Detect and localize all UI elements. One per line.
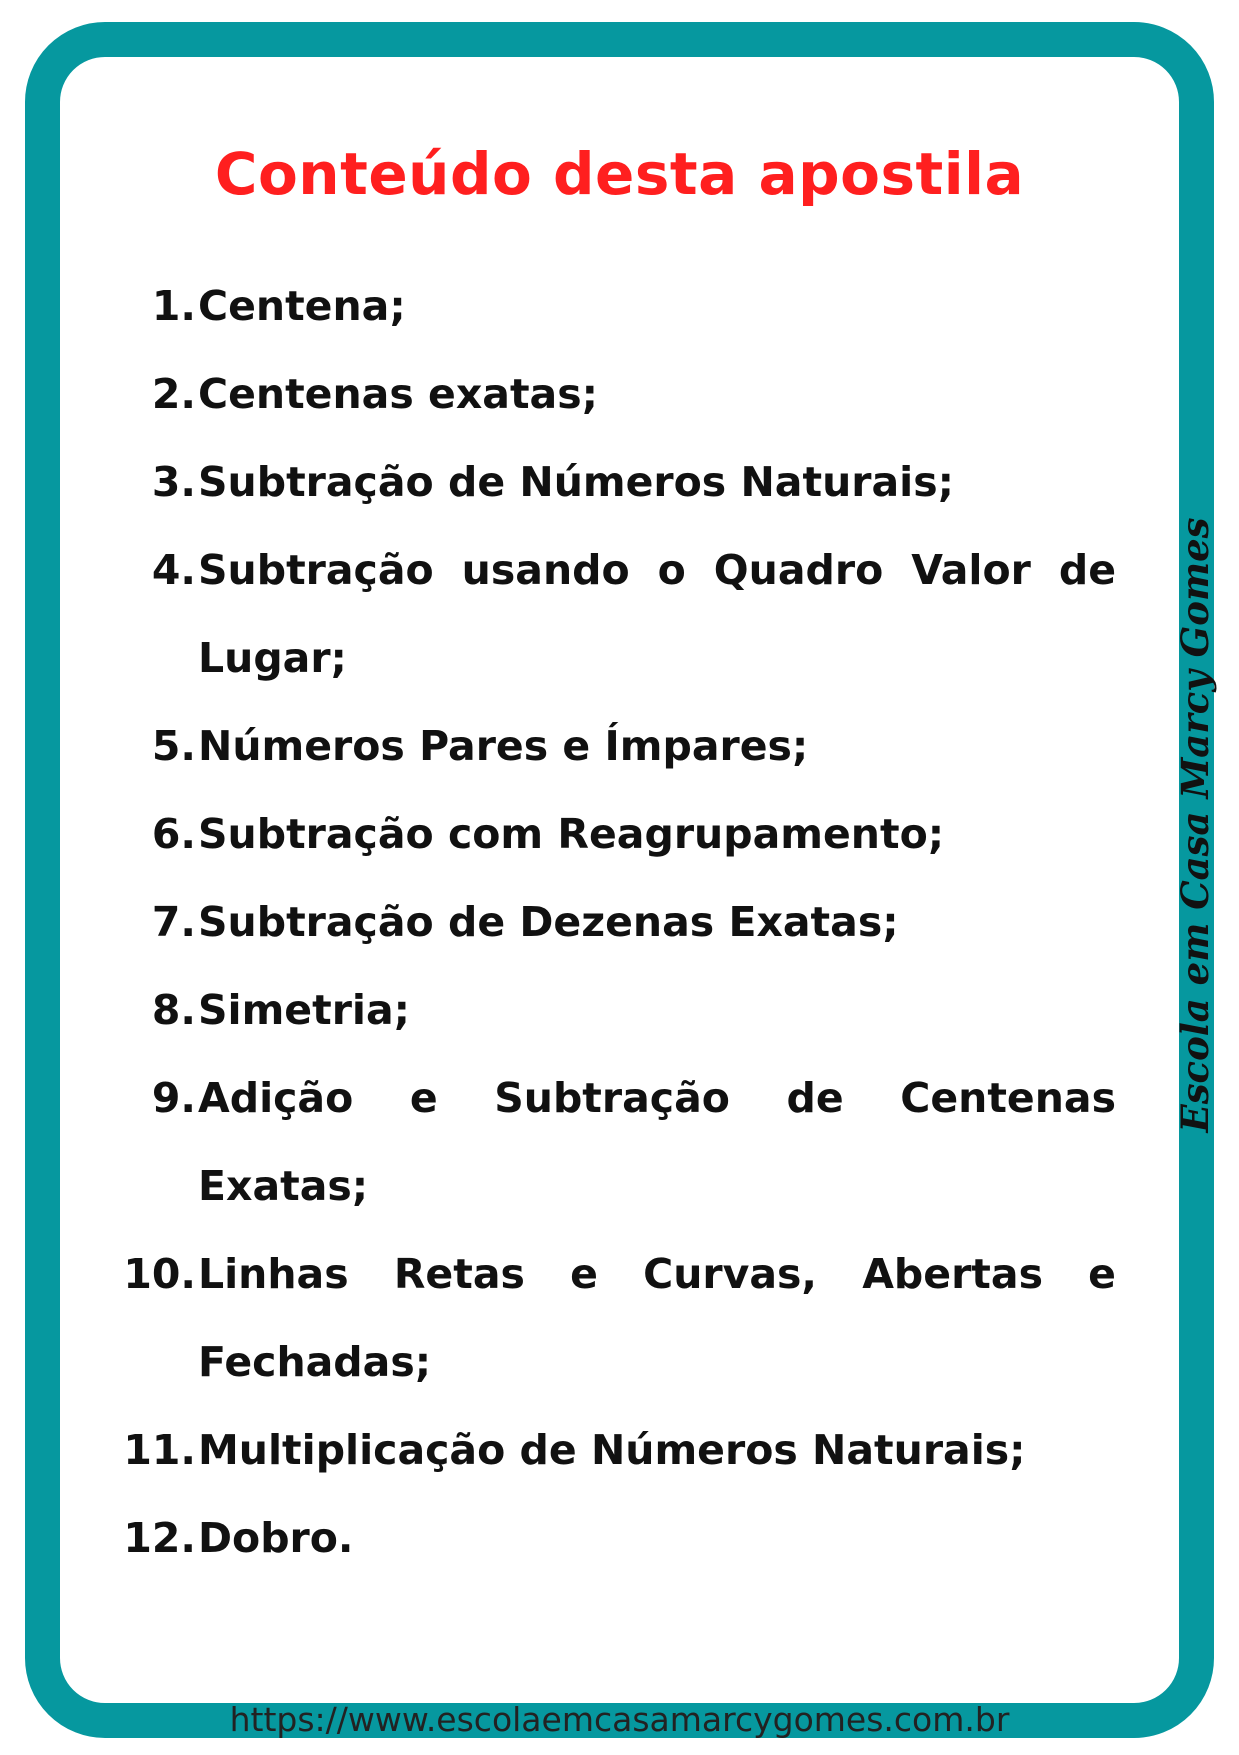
item-number: 10.	[123, 1250, 196, 1298]
footer-url[interactable]: https://www.escolaemcasamarcygomes.com.br	[229, 1700, 1010, 1739]
item-number: 12.	[123, 1514, 196, 1562]
item-text: Multiplicação de Números Naturais;	[198, 1426, 1026, 1474]
item-number: 7.	[151, 898, 196, 946]
item-number: 9.	[151, 1074, 196, 1122]
item-number: 2.	[151, 370, 196, 418]
page-title: Conteúdo desta apostila	[214, 140, 1025, 208]
item-text: Subtração com Reagrupamento;	[198, 810, 945, 858]
item-number: 8.	[151, 986, 196, 1034]
item-text: Subtração de Dezenas Exatas;	[198, 898, 899, 946]
item-text: Subtração de Números Naturais;	[198, 458, 954, 506]
item-text: Números Pares e Ímpares;	[198, 722, 809, 770]
item-text: Subtração usando o Quadro Valor de Lugar;	[198, 546, 1116, 682]
item-text: Linhas Retas e Curvas, Abertas e Fechadas;	[198, 1250, 1116, 1386]
item-number: 11.	[123, 1426, 196, 1474]
item-text: Simetria;	[198, 986, 411, 1034]
item-number: 3.	[151, 458, 196, 506]
item-text: Dobro.	[198, 1514, 354, 1562]
item-text: Centena;	[198, 282, 406, 330]
item-number: 5.	[151, 722, 196, 770]
side-watermark-label: Escola em Casa Marcy Gomes	[1173, 517, 1217, 1133]
item-number: 1.	[151, 282, 196, 330]
item-text: Centenas exatas;	[198, 370, 599, 418]
item-text: Adição e Subtração de Centenas Exatas;	[198, 1074, 1116, 1210]
item-number: 6.	[151, 810, 196, 858]
item-number: 4.	[151, 546, 196, 594]
